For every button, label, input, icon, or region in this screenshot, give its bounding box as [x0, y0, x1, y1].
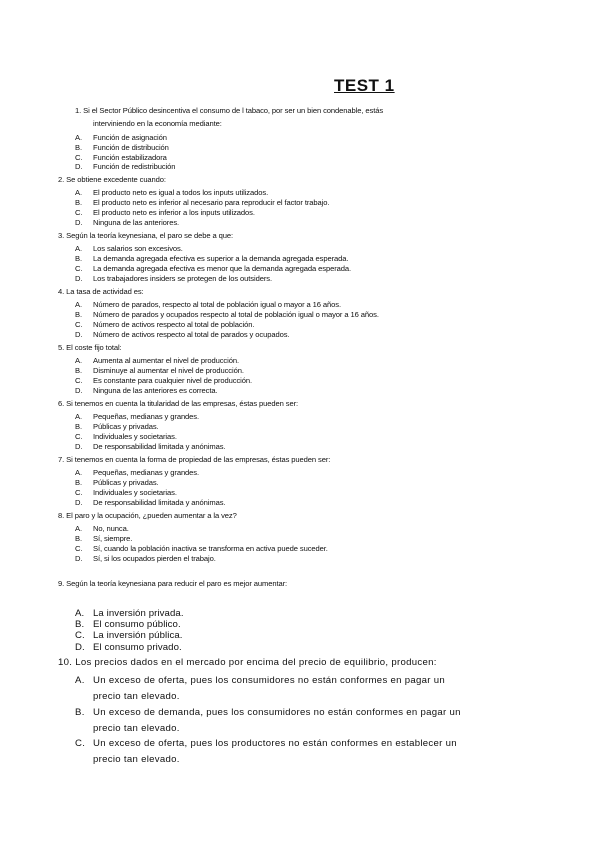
document-page: TEST 1 1. Si el Sector Público desincentiva el consumo de l tabaco, por ser un bien condenable, estás interviniendo en la economía mediante: A. Función de asignación B. Función de distribución C. Función estabilizadora D. Función de redistribución 2. Se obtiene excedente cuando: A. El producto neto es igual a todos los inputs utilizados. B. El producto neto es inferior al necesario para reproducir el factor trabajo. C. El producto neto es inferior a los inputs utilizados. D. Ninguna de las anteriores. 3. Según la teoría keynesiana, el paro se debe a que: A. Los salarios son excesivos. B. La demanda agregada efectiva es superior a la demanda agregada esperada. C. La demanda agregada efectiva es menor que la demanda agregada esperada. D. Los trabajadores insiders se protegen de los outsiders. 4. La tasa de actividad es: A. Número de parados, respecto al total de población igual o mayor a 16 años. B. Número de parados y ocupados respecto al total de población igual o mayor a 16 años. C. Número de activos respecto al total de población. D. Número de activos respecto al total de parados y ocupados. 5. El coste fijo total: A. Aumenta al aumentar el nivel de producción. B. Disminuye al aumentar el nivel de producción. C. Es constante para cualquier nivel de producción. D. Ninguna de las anteriores es correcta. 6. Si tenemos en cuenta la titularidad de las empresas, éstas pueden ser: A. Pequeñas, medianas y grandes. B. Públicas y privadas. C. Individuales y societarias. D. De responsabilidad limitada y anónimas. 7. Si tenemos en cuenta la forma de propiedad de las empresas, éstas pueden ser: A. Pequeñas, medianas y grandes. B. Públicas y privadas. C. Individuales y societarias. D. De responsabilidad limitada y anónimas. 8. El paro y la ocupación, ¿pueden aumentar a la vez? A. No, nunca. B. Sí, siempre. C. Sí, cuando la población inactiva se transforma en activa puede suceder. D. Sí, si los ocupados pierden el trabajo. 9. Según la teoría keynesiana para reducir el paro es mejor aumentar: A. La inversión privada. B. El consumo público. C. La inversión pública. D. El consumo privado. 10. Los precios dados en el mercado por encima del precio de equilibrio, producen: A. Un exceso de oferta, pues los consumidores no están conformes en pagar un precio tan elevado. B. Un exceso de demanda, pues los consumidores no están conformes en pagar un precio tan elevado. C. Un exceso de oferta, pues los productores no están conformes en establecer un precio tan elevado.: [58, 76, 461, 765]
question-5-stem: 5. El coste fijo total:: [58, 343, 122, 352]
question-1-stem-continued: interviniendo en la economía mediante:: [93, 119, 222, 128]
question-10-option-c-continued: precio tan elevado.: [93, 754, 180, 765]
question-10-option-a-continued: precio tan elevado.: [93, 691, 180, 702]
question-3-stem: 3. Según la teoría keynesiana, el paro se debe a que:: [58, 231, 233, 240]
question-10-stem: 10. Los precios dados en el mercado por encima del precio de equilibrio, producen:: [58, 657, 437, 668]
question-4-stem: 4. La tasa de actividad es:: [58, 287, 144, 296]
question-7-stem: 7. Si tenemos en cuenta la forma de propiedad de las empresas, éstas pueden ser:: [58, 455, 331, 464]
question-6-stem: 6. Si tenemos en cuenta la titularidad de las empresas, éstas pueden ser:: [58, 399, 299, 408]
page-title: TEST 1: [334, 76, 395, 95]
question-9-stem: 9. Según la teoría keynesiana para reducir el paro es mejor aumentar:: [58, 579, 288, 588]
question-10-option-b-continued: precio tan elevado.: [93, 723, 180, 734]
question-2-stem: 2. Se obtiene excedente cuando:: [58, 175, 166, 184]
question-8-stem: 8. El paro y la ocupación, ¿pueden aumentar a la vez?: [58, 511, 237, 520]
question-1-stem: 1. Si el Sector Público desincentiva el consumo de l tabaco, por ser un bien condenable, estás: [75, 106, 384, 115]
